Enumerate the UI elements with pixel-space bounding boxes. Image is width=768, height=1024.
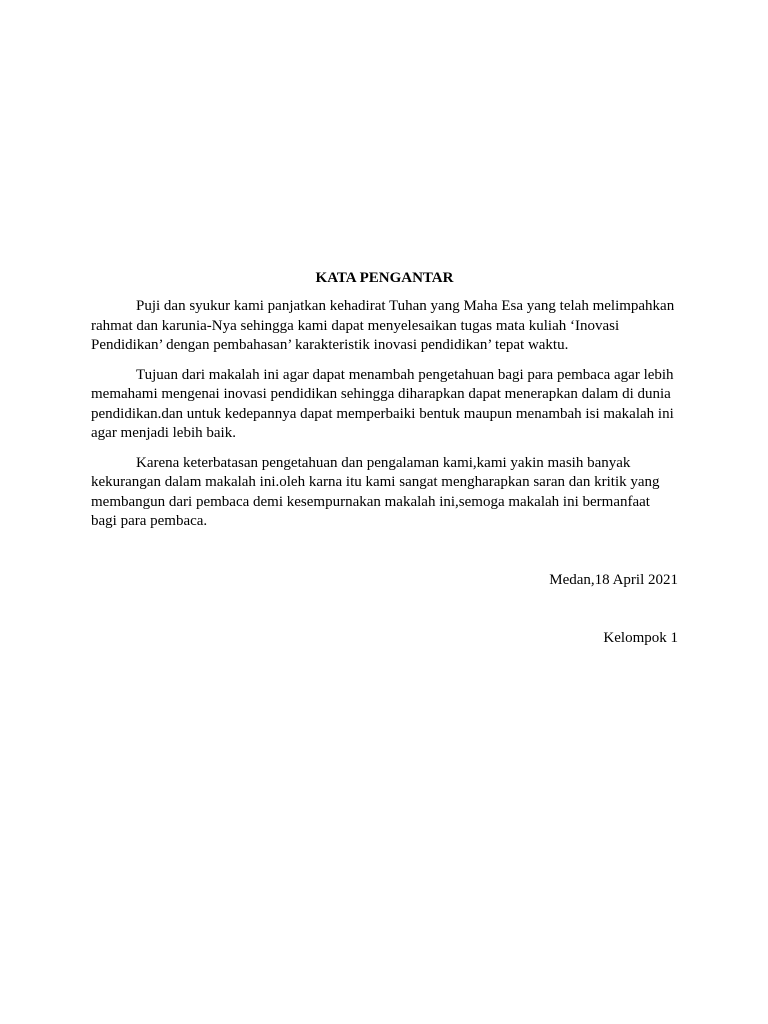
paragraph-2: Tujuan dari makalah ini agar dapat menambah pengetahuan bagi para pembaca agar lebih memahami mengenai inovasi pendidikan sehingga diharapkan dapat menerapkan dalam di dunia pendidikan.dan untuk kedepannya dapat memperbaiki bentuk maupun menambah isi makalah ini agar menjadi lebih baik. [91,366,674,441]
page-title: KATA PENGANTAR [315,270,454,286]
author-signature: Kelompok 1 [603,630,678,646]
document-body [91,268,678,649]
paragraph-1: Puji dan syukur kami panjatkan kehadirat Tuhan yang Maha Esa yang telah melimpahkan rahmat dan karunia-Nya sehingga kami dapat menyelesaikan tugas mata kuliah ‘Inovasi Pendidikan’ dengan pembahasan’ karakteristik inovasi pendidikan’ tepat waktu. [91,298,675,353]
paragraph-3: Karena keterbatasan pengetahuan dan pengalaman kami,kami yakin masih banyak kekurangan dalam makalah ini.oleh karna itu kami sangat mengharapkan saran dan kritik yang membangun dari pembaca demi kesempurnakan makalah ini,semoga makalah ini bermanfaat bagi para pembaca. [91,454,660,529]
place-date: Medan,18 April 2021 [549,571,678,588]
